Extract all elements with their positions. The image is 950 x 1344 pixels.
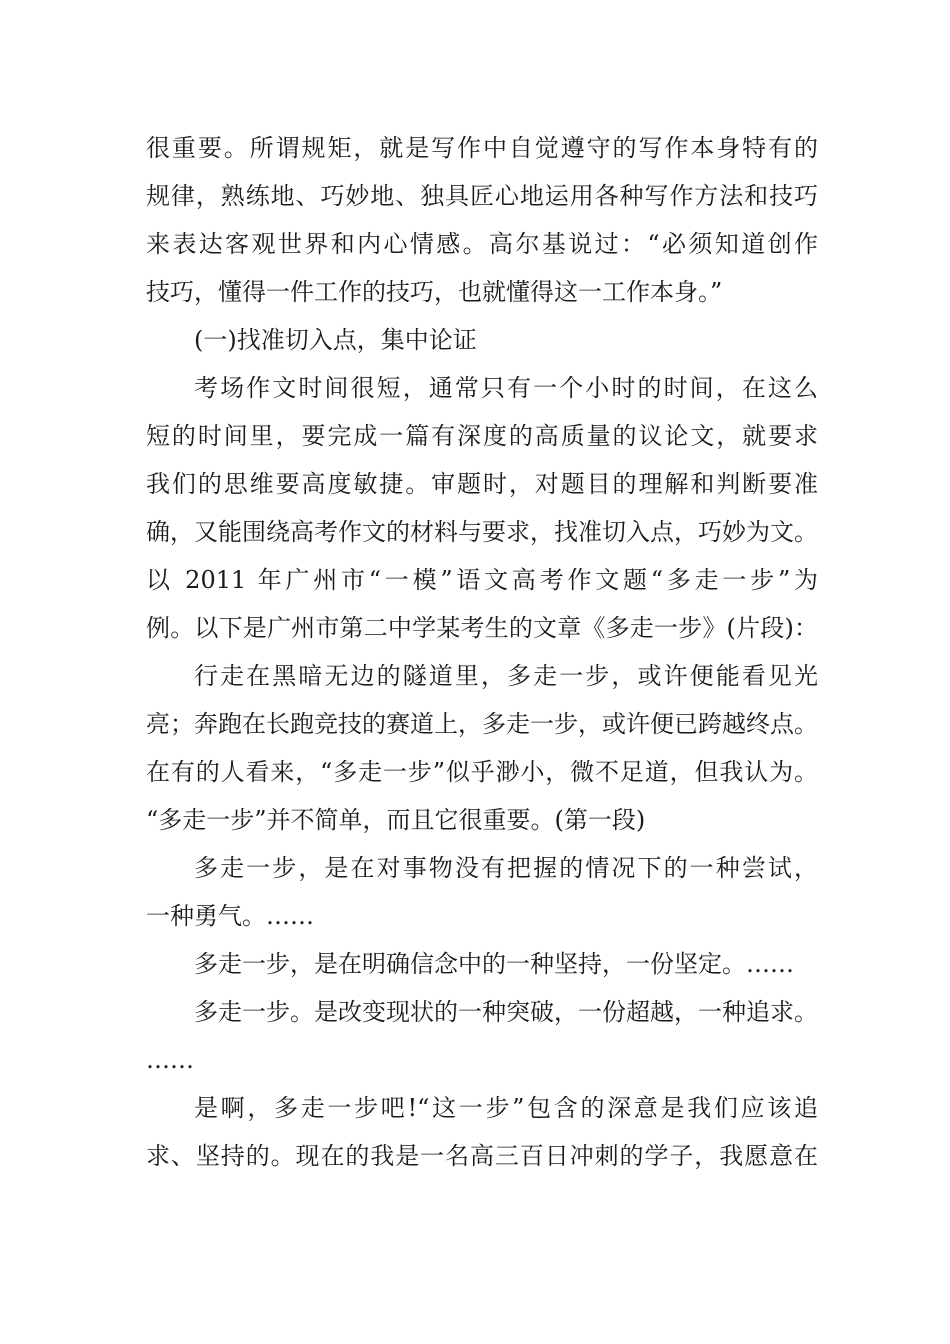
quoted-text-line: 多走一步。是改变现状的一种突破，一份超越，一种追求。 bbox=[194, 998, 818, 1026]
text-line: 确，又能围绕高考作文的材料与要求，找准切入点，巧妙为文。 bbox=[146, 518, 818, 546]
text-line: 短的时间里，要完成一篇有深度的高质量的议论文，就要求 bbox=[146, 422, 818, 450]
quoted-text-line: 多走一步，是在对事物没有把握的情况下的一种尝试， bbox=[194, 854, 818, 882]
quoted-text-line: 是啊，多走一步吧!“这一步”包含的深意是我们应该追 bbox=[194, 1094, 818, 1122]
text-line: 例。以下是广州市第二中学某考生的文章《多走一步》(片段)： bbox=[146, 614, 818, 642]
section-heading: (一)找准切入点，集中论证 bbox=[194, 326, 477, 354]
text-line: 我们的思维要高度敏捷。审题时，对题目的理解和判断要准 bbox=[146, 470, 818, 498]
text-line: 规律，熟练地、巧妙地、独具匠心地运用各种写作方法和技巧 bbox=[146, 182, 818, 210]
quoted-text-line: 在有的人看来，“多走一步”似乎渺小，微不足道，但我认为。 bbox=[146, 758, 818, 786]
quoted-text-line: 行走在黑暗无边的隧道里，多走一步，或许便能看见光 bbox=[194, 662, 818, 690]
quoted-text-line: “多走一步”并不简单，而且它很重要。(第一段) bbox=[146, 806, 646, 834]
quoted-text-line: 多走一步，是在明确信念中的一种坚持，一份坚定。…… bbox=[194, 950, 794, 978]
text-line: 以 2011 年广州市“一模”语文高考作文题“多走一步”为 bbox=[146, 566, 818, 594]
text-line: 技巧，懂得一件工作的技巧，也就懂得这一工作本身。” bbox=[146, 278, 723, 306]
text-line: 很重要。所谓规矩，就是写作中自觉遵守的写作本身特有的 bbox=[146, 134, 818, 162]
quoted-text-line: 一种勇气。…… bbox=[146, 902, 314, 930]
text-line: 来表达客观世界和内心情感。高尔基说过：“必须知道创作 bbox=[146, 230, 818, 258]
text-line: 考场作文时间很短，通常只有一个小时的时间，在这么 bbox=[194, 374, 818, 402]
quoted-text-line: 亮；奔跑在长跑竞技的赛道上，多走一步，或许便已跨越终点。 bbox=[146, 710, 818, 738]
quoted-text-line: …… bbox=[146, 1046, 194, 1074]
quoted-text-line: 求、坚持的。现在的我是一名高三百日冲刺的学子，我愿意在 bbox=[146, 1142, 818, 1170]
